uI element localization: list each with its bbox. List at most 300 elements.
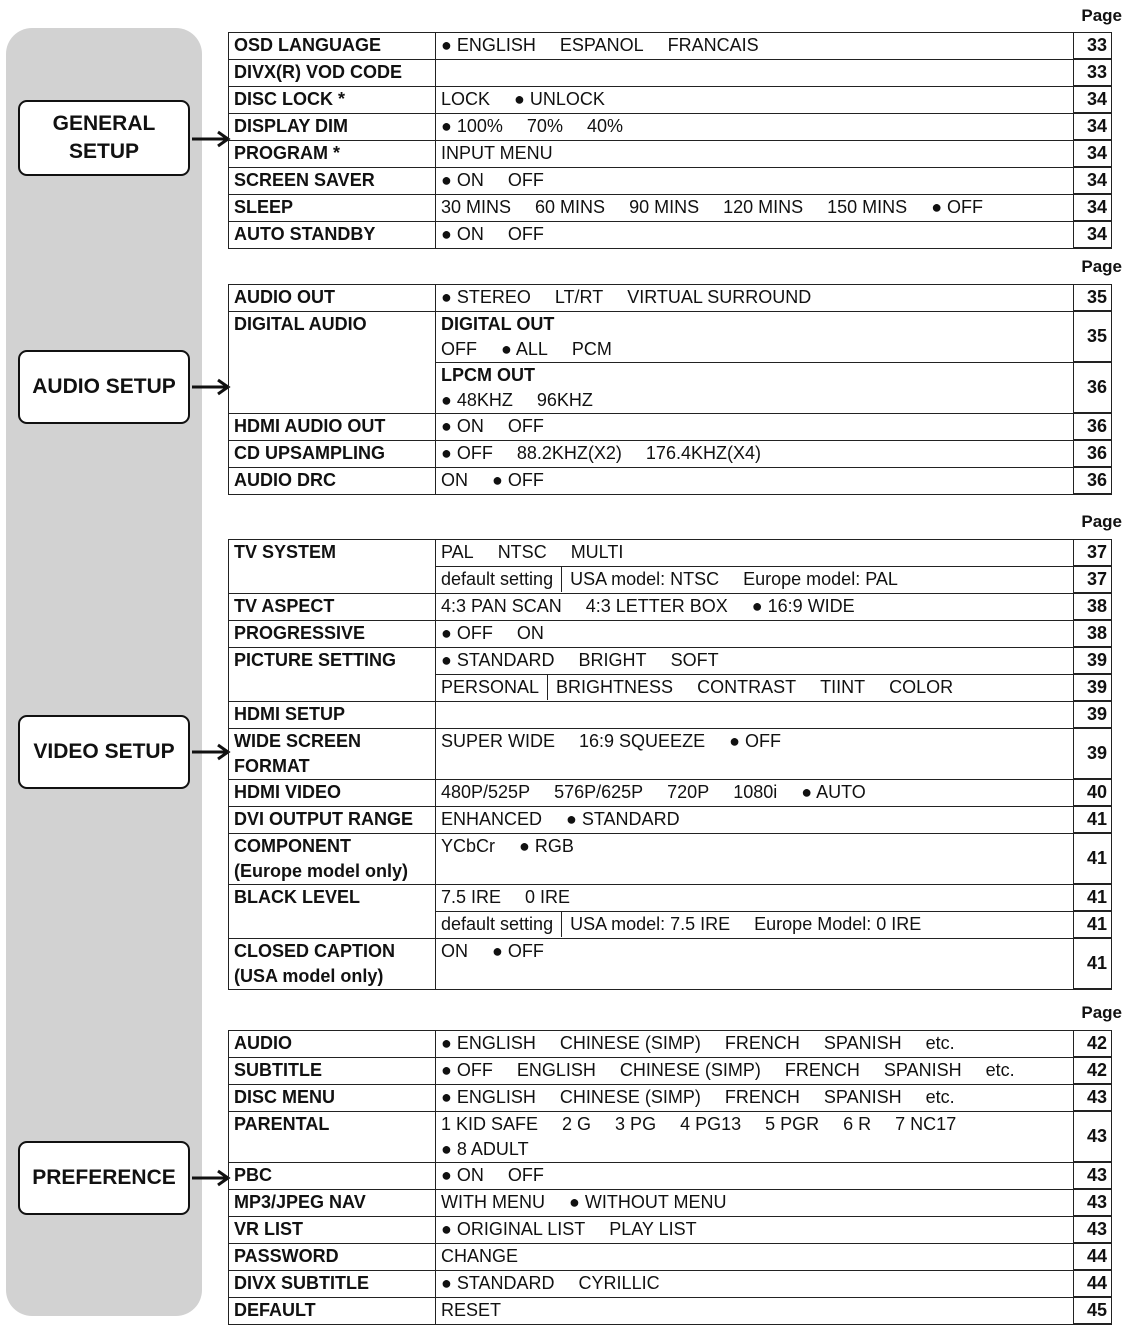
option-value[interactable]: PLAY LIST [609,1218,697,1239]
option-value[interactable]: OFF [507,415,544,436]
option-value[interactable]: 7 NC17 [895,1113,957,1134]
option-value[interactable]: ● ON [441,1164,484,1185]
page-number: 34 [1074,221,1112,248]
table-row [229,701,1112,728]
table-row [229,221,1112,248]
setting-options [436,728,1074,779]
option-value[interactable]: ● STANDARD [566,808,680,829]
table-row [229,311,1112,362]
page-number: 43 [1074,1216,1112,1243]
arrow-icon [192,377,232,397]
option-value[interactable]: INPUT MENU [441,142,553,163]
setting-name-line: HDMI VIDEO [234,781,342,802]
option-value[interactable]: BRIGHTNESS [556,676,674,697]
option-value[interactable]: 96KHZ [536,389,593,410]
setting-options [436,113,1074,140]
table-row [229,540,1112,567]
table-row [229,167,1112,194]
table-row [229,647,1112,674]
option-value[interactable]: 720P [667,781,710,802]
setting-options [436,1216,1074,1243]
option-value[interactable]: ● OFF [931,196,984,217]
setting-options [436,1162,1074,1189]
page-number: 42 [1074,1057,1112,1084]
setting-name-line: TV SYSTEM [234,542,337,562]
setting-name-line: OSD LANGUAGE [234,35,382,55]
option-group-label: LPCM OUT [441,364,535,385]
page-number: 39 [1074,728,1112,779]
option-value[interactable]: CHINESE (SIMP) [619,1059,761,1080]
settings-table [228,284,1112,495]
option-value[interactable]: ● OFF [441,622,493,643]
option-value[interactable]: ● ON [441,223,484,244]
option-value[interactable]: FRENCH [724,1033,800,1053]
setting-options [436,59,1074,86]
option-value[interactable]: ● ON [441,169,484,190]
option-value[interactable]: 16:9 SQUEEZE [579,730,706,751]
setting-name-line: FORMAT [234,755,310,776]
option-value[interactable]: RESET [441,1299,502,1320]
page-number: 41 [1074,806,1112,833]
page-number: 41 [1074,884,1112,911]
option-group-label: DIGITAL OUT [441,313,555,334]
table-row [229,593,1112,620]
setting-options [436,701,1074,728]
table-row [229,806,1112,833]
setting-name[interactable] [229,1216,436,1243]
setting-name[interactable] [229,1297,436,1324]
category-audio-setup[interactable] [18,350,190,424]
option-value[interactable]: ● UNLOCK [514,88,605,109]
setting-name[interactable] [229,779,436,806]
option-value[interactable]: ● 8 ADULT [441,1138,529,1159]
page-number: 36 [1074,362,1112,413]
option-subcell: PERSONAL [441,675,548,700]
setting-name-line: SLEEP [234,196,294,217]
table-row [229,938,1112,989]
setting-name[interactable] [229,59,436,86]
setting-name[interactable] [229,311,436,413]
page-number: 36 [1074,440,1112,467]
setting-name-line: DEFAULT [234,1299,316,1320]
option-value[interactable]: CONTRAST [697,676,797,697]
option-value[interactable]: LOCK [441,88,491,109]
setting-name-line: PICTURE SETTING [234,649,397,670]
setting-options [436,620,1074,647]
option-value[interactable]: FRENCH [724,1086,800,1107]
setting-name[interactable] [229,440,436,467]
option-value[interactable]: ● OFF [441,442,493,463]
option-value[interactable]: COLOR [889,676,954,697]
option-value[interactable]: VIRTUAL SURROUND [627,287,812,307]
audio-setup-table [228,284,1112,495]
arrow-icon [192,129,232,149]
setting-name-line: DISC LOCK * [234,88,346,109]
setting-name[interactable] [229,701,436,728]
option-value[interactable]: ON [441,469,468,490]
setting-options [436,467,1074,494]
setting-name[interactable] [229,413,436,440]
table-row [229,1270,1112,1297]
setting-name[interactable] [229,467,436,494]
page-number: 39 [1074,674,1112,701]
option-value[interactable]: ● 16:9 WIDE [751,595,855,616]
option-value[interactable]: OFF [507,169,544,190]
option-value[interactable]: ● STANDARD [441,649,555,670]
option-value[interactable]: etc. [925,1086,955,1107]
setting-options [436,593,1074,620]
page-number: 43 [1074,1162,1112,1189]
option-value[interactable]: BRIGHT [578,649,647,670]
setting-options [436,362,1074,413]
arrow-icon [192,1168,232,1188]
page-number: 40 [1074,779,1112,806]
page-number: 34 [1074,86,1112,113]
page-number: 45 [1074,1297,1112,1324]
option-value[interactable]: TIINT [820,676,866,697]
page-number: 34 [1074,167,1112,194]
option-value[interactable]: 30 MINS [441,196,512,217]
setting-name-line: SUBTITLE [234,1059,322,1080]
option-value[interactable]: SPANISH [883,1059,962,1080]
page-number: 35 [1074,285,1112,312]
option-value[interactable]: ● ALL [501,338,548,359]
option-value[interactable]: OFF [441,338,477,359]
setting-name-line: AUTO STANDBY [234,223,376,244]
page-number: 41 [1074,911,1112,938]
table-row [229,884,1112,911]
option-value[interactable]: ON [441,940,468,961]
option-value[interactable]: etc. [925,1033,955,1053]
setting-name-line: SCREEN SAVER [234,169,375,190]
setting-options [436,140,1074,167]
setting-name[interactable] [229,728,436,779]
setting-name[interactable] [229,647,436,701]
option-value[interactable]: 70% [526,115,563,136]
page-number: 33 [1074,33,1112,60]
setting-name-line: PROGRESSIVE [234,622,366,643]
table-row [229,1189,1112,1216]
setting-name[interactable] [229,140,436,167]
option-value[interactable]: NTSC [497,542,547,562]
setting-name-line: (Europe model only) [234,860,409,881]
option-value[interactable]: 88.2KHZ(X2) [516,442,622,463]
page-number: 35 [1074,311,1112,362]
setting-name-line: AUDIO DRC [234,469,336,490]
option-value[interactable]: FRANCAIS [667,35,759,55]
option-value[interactable]: ● ENGLISH [441,35,536,55]
setting-name-line: MP3/JPEG NAV [234,1191,366,1212]
setting-name[interactable] [229,1270,436,1297]
setting-options [436,938,1074,989]
setting-name[interactable] [229,938,436,989]
setting-name[interactable] [229,194,436,221]
table-row [229,440,1112,467]
setting-name[interactable] [229,285,436,312]
option-value[interactable]: 90 MINS [629,196,700,217]
setting-name[interactable] [229,833,436,884]
setting-name[interactable] [229,113,436,140]
page-number: 36 [1074,467,1112,494]
option-value[interactable]: ● STANDARD [441,1272,555,1293]
option-value[interactable]: CYRILLIC [578,1272,660,1293]
setting-options [436,1111,1074,1162]
setting-name-line: (USA model only) [234,965,384,986]
option-value[interactable]: 120 MINS [723,196,804,217]
setting-name-line: DIVX(R) VOD CODE [234,61,403,82]
table-row [229,413,1112,440]
option-value[interactable]: ● OFF [492,469,544,490]
setting-options [436,285,1074,312]
setting-options [436,311,1074,362]
option-value[interactable]: USA model: 7.5 IRE [570,913,731,934]
setting-options [436,1084,1074,1111]
setting-name[interactable] [229,1243,436,1270]
setting-options [436,440,1074,467]
page-column-header: Page [1081,512,1122,531]
setting-options [436,779,1074,806]
setting-name-line: DISC MENU [234,1086,336,1107]
setting-options [436,1297,1074,1324]
page-number: 43 [1074,1189,1112,1216]
page-number: 41 [1074,938,1112,989]
setting-name-line: PASSWORD [234,1245,339,1266]
option-value[interactable]: 6 R [843,1113,872,1134]
setting-options [436,167,1074,194]
table-row [229,779,1112,806]
general-setup-table [228,32,1112,249]
option-value[interactable]: SUPER WIDE [441,730,556,751]
setting-name-line: AUDIO [234,1033,292,1053]
page-number: 43 [1074,1084,1112,1111]
table-row [229,194,1112,221]
category-sidebar [6,28,202,1316]
option-value[interactable]: 150 MINS [827,196,908,217]
page-number: 37 [1074,540,1112,567]
page-column-header: Page [1081,1003,1122,1022]
setting-name-line: WIDE SCREEN [234,730,362,751]
option-value[interactable]: WITH MENU [441,1191,545,1212]
setting-name-line: COMPONENT [234,835,351,856]
option-value[interactable]: 1080i [733,781,778,802]
setting-options [436,540,1074,567]
setting-name-line: CLOSED CAPTION [234,940,396,961]
settings-table [228,539,1112,990]
option-value[interactable]: 60 MINS [535,196,606,217]
option-value[interactable]: 4:3 LETTER BOX [585,595,728,616]
option-value[interactable]: CHINESE (SIMP) [559,1086,701,1107]
setting-name[interactable] [229,221,436,248]
option-value[interactable]: ENGLISH [516,1059,596,1080]
option-value[interactable]: CHINESE (SIMP) [559,1033,701,1053]
option-value[interactable]: ● 100% [441,115,503,136]
table-row [229,728,1112,779]
setting-options [436,86,1074,113]
option-value[interactable]: CHANGE [441,1245,519,1266]
page-number: 42 [1074,1031,1112,1058]
option-value[interactable]: MULTI [570,542,624,562]
table-row [229,467,1112,494]
table-row [229,1162,1112,1189]
setting-options [436,674,1074,701]
table-row [229,1216,1112,1243]
page-number: 44 [1074,1270,1112,1297]
page-number: 34 [1074,140,1112,167]
option-value[interactable]: ● OFF [441,1059,493,1080]
setting-name-line: PBC [234,1164,273,1185]
setting-options [436,33,1074,60]
option-value[interactable]: ● WITHOUT MENU [568,1191,727,1212]
category-preference[interactable] [18,1141,190,1215]
option-value[interactable]: ● 48KHZ [441,389,513,410]
setting-options [436,566,1074,593]
option-value[interactable]: OFF [507,223,544,244]
preference-table [228,1030,1112,1325]
setting-options [436,1243,1074,1270]
option-value[interactable]: ● STEREO [441,287,531,307]
page-number: 37 [1074,566,1112,593]
setting-name[interactable] [229,540,436,594]
setting-name-line: PARENTAL [234,1113,330,1134]
setting-name[interactable] [229,167,436,194]
table-row [229,1111,1112,1162]
table-row [229,59,1112,86]
setting-name[interactable] [229,1162,436,1189]
category-video-setup[interactable] [18,715,190,789]
setting-options [436,833,1074,884]
setting-options [436,911,1074,938]
video-setup-table [228,539,1112,990]
option-value[interactable]: 576P/625P [554,781,644,802]
setting-name[interactable] [229,1031,436,1058]
option-value[interactable]: SPANISH [823,1086,902,1107]
setting-name[interactable] [229,1111,436,1162]
setting-options [436,884,1074,911]
setting-options [436,1270,1074,1297]
table-row [229,113,1112,140]
setting-name-line: DIVX SUBTITLE [234,1272,370,1293]
settings-table [228,32,1112,249]
option-value[interactable]: 1 KID SAFE [441,1113,539,1134]
option-value[interactable]: PAL [441,542,474,562]
option-value[interactable]: USA model: NTSC [570,568,720,589]
option-value[interactable]: ● RGB [519,835,574,856]
page-column-header: Page [1081,257,1122,276]
table-row [229,620,1112,647]
category-label: PREFERENCE [32,1166,176,1189]
page-number: 39 [1074,701,1112,728]
settings-table [228,1030,1112,1325]
setting-name-line: VR LIST [234,1218,304,1239]
setting-options [436,413,1074,440]
page-number: 43 [1074,1111,1112,1162]
option-value[interactable]: ● ORIGINAL LIST [441,1218,586,1239]
setting-name-line: AUDIO OUT [234,287,335,307]
option-value[interactable]: ● OFF [492,940,544,961]
category-label: AUDIO SETUP [32,375,176,398]
option-value[interactable]: ● ON [441,415,484,436]
setting-name[interactable] [229,1189,436,1216]
option-value[interactable]: SPANISH [823,1033,902,1053]
option-value[interactable]: 2 G [562,1113,592,1134]
option-value[interactable]: 3 PG [615,1113,657,1134]
option-subcell: default setting [441,567,562,592]
setting-options [436,194,1074,221]
setting-name[interactable] [229,593,436,620]
table-row [229,1031,1112,1058]
option-value[interactable]: ● ENGLISH [441,1086,536,1107]
setting-name[interactable] [229,620,436,647]
table-row [229,285,1112,312]
option-value[interactable]: 0 IRE [525,886,571,907]
option-value[interactable]: 40% [586,115,623,136]
option-value[interactable]: ● AUTO [801,781,866,802]
page-column-header: Page [1081,6,1122,25]
option-value[interactable]: ESPANOL [559,35,644,55]
setting-name[interactable] [229,86,436,113]
table-row [229,1057,1112,1084]
option-value[interactable]: ● OFF [729,730,781,751]
page-number: 34 [1074,194,1112,221]
option-value[interactable]: YCbCr [441,835,496,856]
setting-name[interactable] [229,1057,436,1084]
option-value[interactable]: ● ENGLISH [441,1033,536,1053]
setting-name-line: TV ASPECT [234,595,335,616]
option-value[interactable]: etc. [985,1059,1015,1080]
option-value[interactable]: LT/RT [554,287,604,307]
setting-name-line: PROGRAM * [234,142,341,163]
option-value[interactable]: ENHANCED [441,808,543,829]
setting-name-line: DVI OUTPUT RANGE [234,808,414,829]
page-number: 44 [1074,1243,1112,1270]
page-number: 33 [1074,59,1112,86]
setting-name[interactable] [229,806,436,833]
category-label: VIDEO SETUP [33,740,175,763]
option-value[interactable]: 176.4KHZ(X4) [645,442,761,463]
setting-options [436,806,1074,833]
setting-name[interactable] [229,33,436,60]
table-row [229,33,1112,60]
option-value[interactable]: Europe Model: 0 IRE [754,913,922,934]
option-value[interactable]: FRENCH [784,1059,860,1080]
page-number: 38 [1074,620,1112,647]
setting-name[interactable] [229,1084,436,1111]
option-value[interactable]: Europe model: PAL [743,568,898,589]
page-number: 41 [1074,833,1112,884]
table-row [229,1297,1112,1324]
arrow-icon [192,742,232,762]
table-row [229,140,1112,167]
option-value[interactable]: 7.5 IRE [441,886,502,907]
table-row [229,1084,1112,1111]
option-value[interactable]: 5 PGR [765,1113,820,1134]
category-general-setup[interactable] [18,100,190,176]
setting-name-line: HDMI AUDIO OUT [234,415,386,436]
option-value[interactable]: ON [516,622,544,643]
option-value[interactable]: 4 PG13 [680,1113,742,1134]
option-value[interactable]: 4:3 PAN SCAN [441,595,562,616]
setting-name-line: DIGITAL AUDIO [234,313,367,334]
setting-name-line: DISPLAY DIM [234,115,349,136]
table-row [229,86,1112,113]
option-value[interactable]: SOFT [670,649,719,670]
option-value[interactable]: 480P/525P [441,781,531,802]
setting-name[interactable] [229,884,436,938]
option-value[interactable]: OFF [507,1164,544,1185]
setting-options [436,1189,1074,1216]
option-value[interactable]: PCM [571,338,612,359]
page-number: 39 [1074,647,1112,674]
